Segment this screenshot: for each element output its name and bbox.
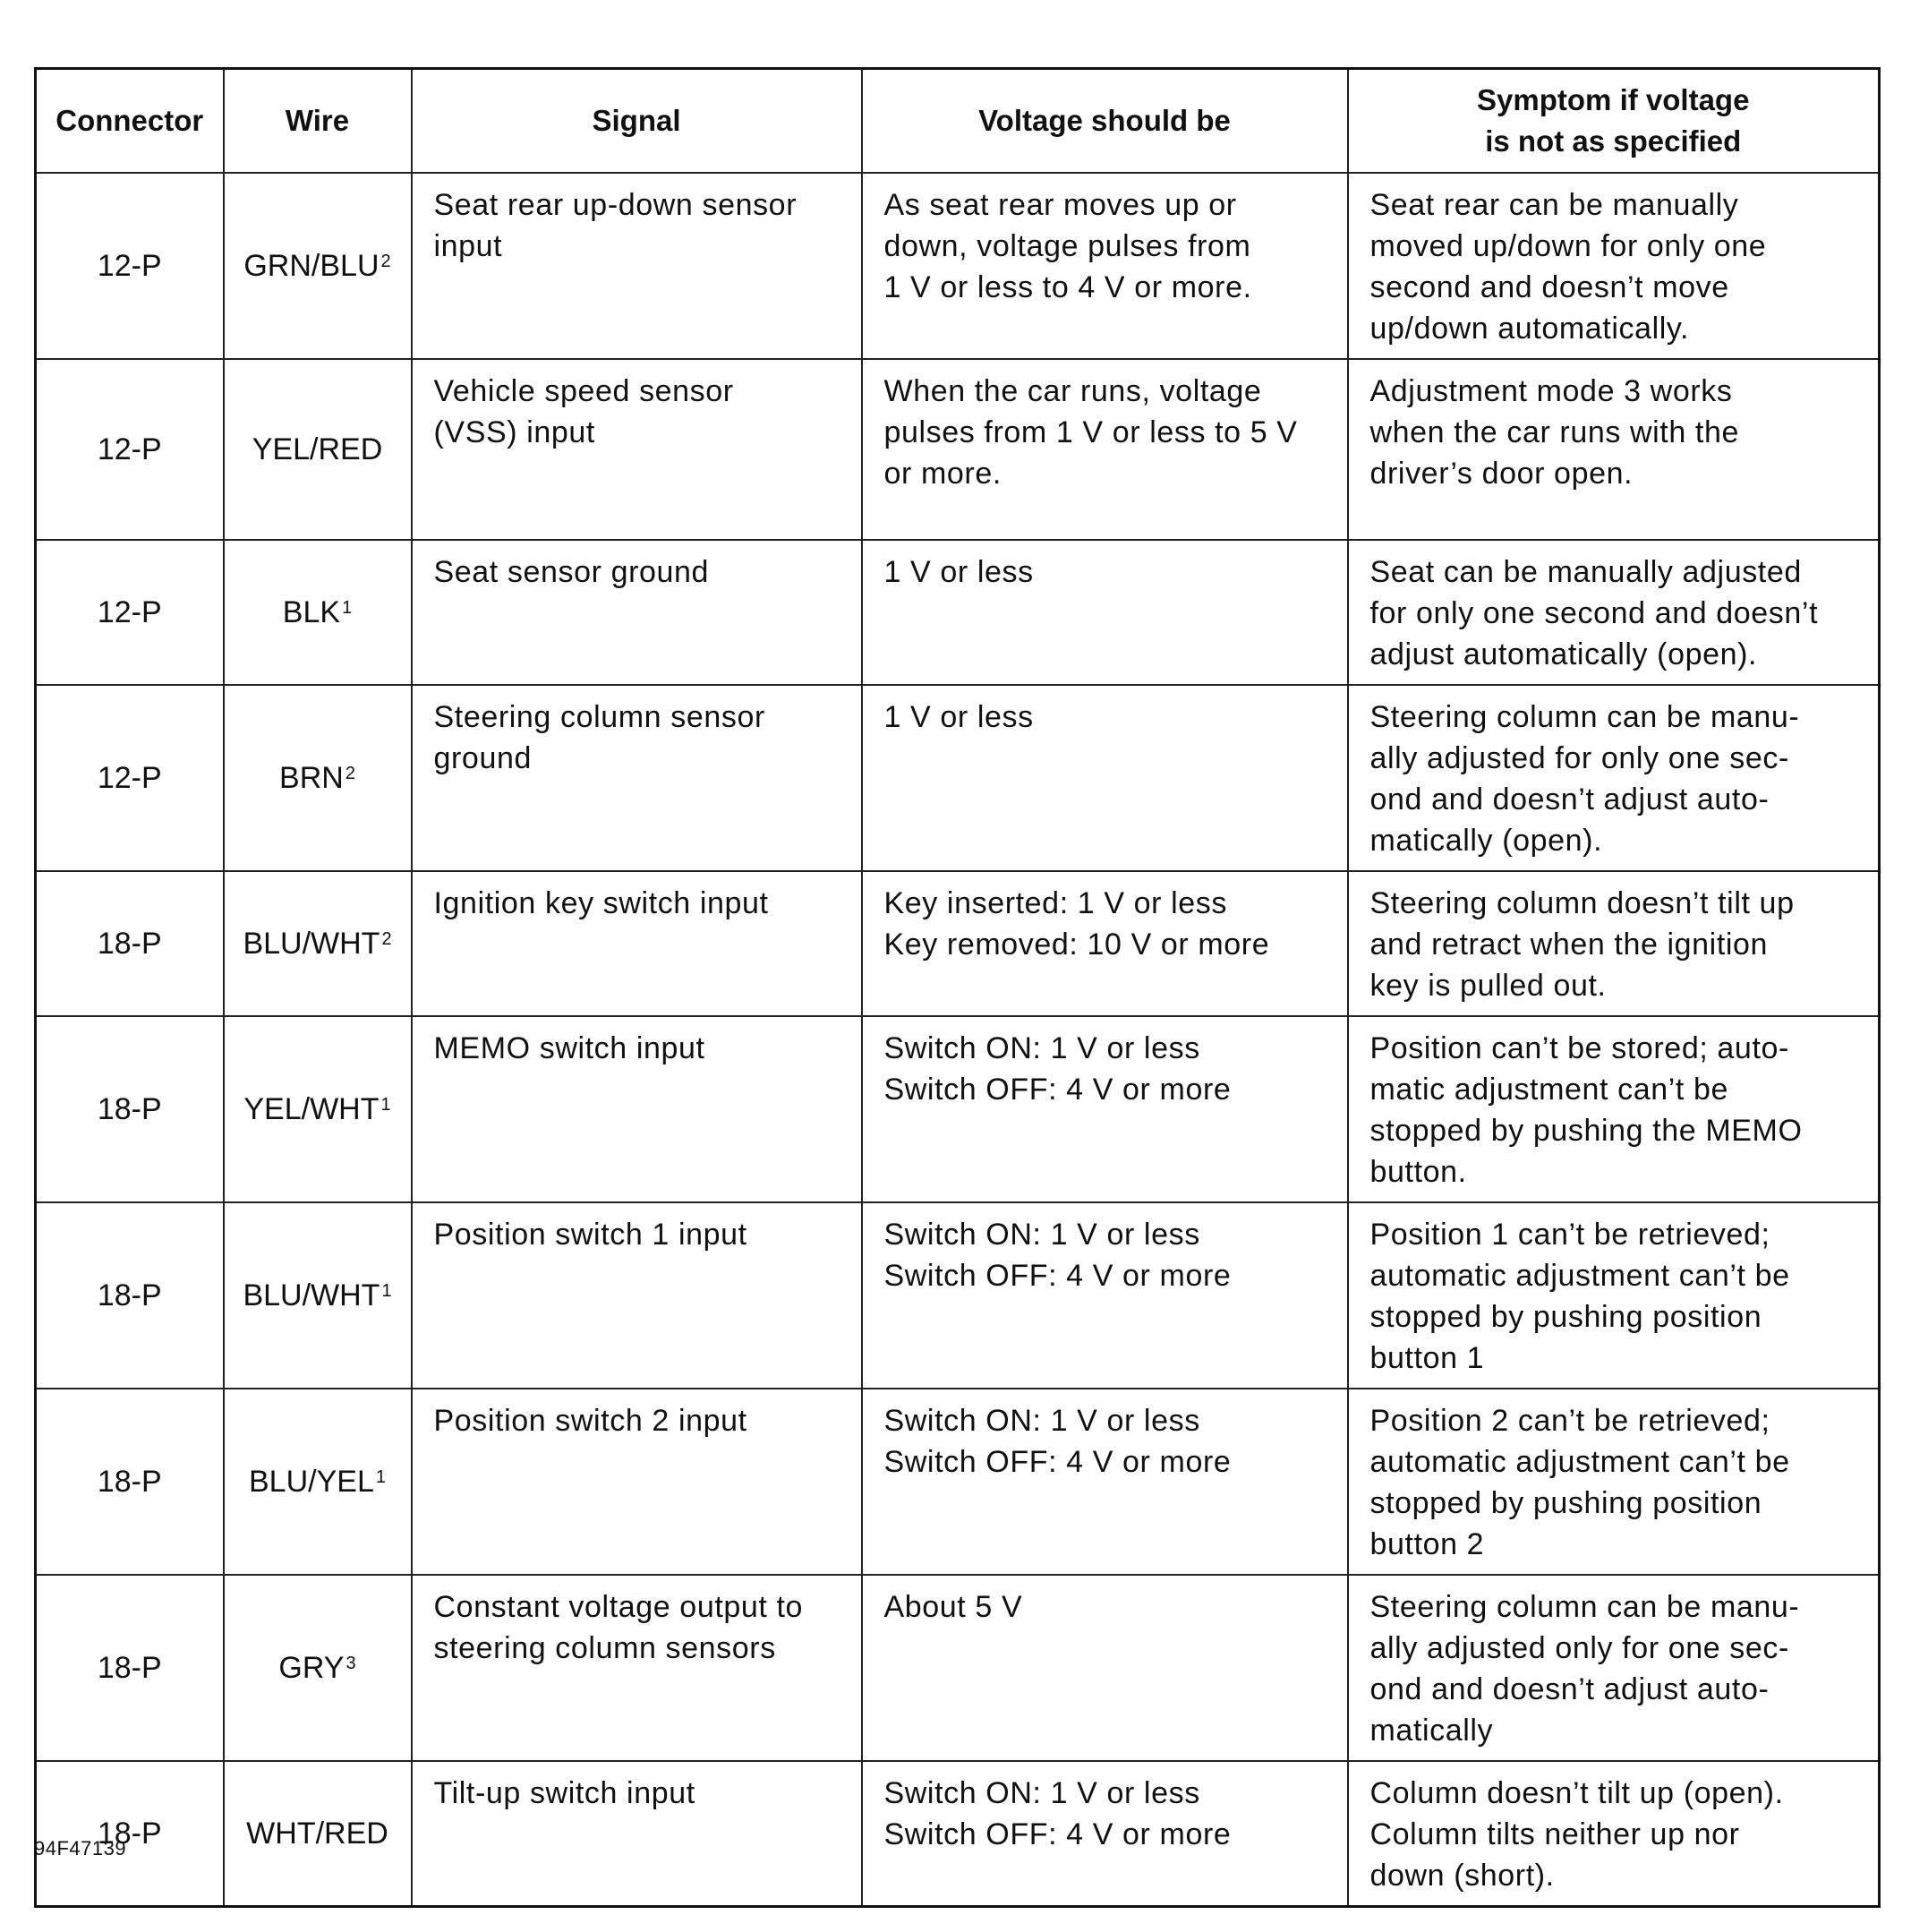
voltage-cell: When the car runs, voltage pulses from 1 V or less to 5 V or more. [862, 359, 1348, 540]
connector-cell: 18-P [36, 1202, 224, 1389]
table-row [36, 871, 1880, 1016]
wire-footnote-marker: 2 [380, 252, 391, 271]
wire-cell [224, 1016, 412, 1202]
table-row [36, 1761, 1880, 1907]
voltage-cell: About 5 V [862, 1575, 1348, 1761]
wire-color-label: GRN/BLU [243, 249, 380, 283]
voltage-cell: Switch ON: 1 V or less Switch OFF: 4 V or more [862, 1202, 1348, 1389]
symptom-cell: Steering column can be manu- ally adjusted only for one sec- ond and doesn’t adjust auto- matically [1348, 1575, 1880, 1761]
wire-color-label: BRN [279, 761, 344, 795]
wire-color-code [279, 761, 355, 795]
symptom-cell: Position 1 can’t be retrieved; automatic adjustment can’t be stopped by pushing position button 1 [1348, 1202, 1880, 1389]
wire-color-label: YEL/RED [252, 432, 383, 466]
table-row [36, 1202, 1880, 1389]
header-symptom: Symptom if voltage is not as specified [1348, 69, 1880, 174]
connector-cell: 12-P [36, 685, 224, 871]
wire-color-code [252, 432, 383, 466]
signal-cell: Position switch 2 input [412, 1389, 862, 1575]
symptom-cell: Adjustment mode 3 works when the car runs with the driver’s door open. [1348, 359, 1880, 540]
symptom-cell: Steering column doesn’t tilt up and retract when the ignition key is pulled out. [1348, 871, 1880, 1016]
connector-cell: 12-P [36, 173, 224, 359]
connector-cell: 18-P [36, 1575, 224, 1761]
wire-color-code [243, 927, 391, 961]
symptom-cell: Seat rear can be manually moved up/down for only one second and doesn’t move up/down automatically. [1348, 173, 1880, 359]
header-signal: Signal [412, 69, 862, 174]
symptom-cell: Column doesn’t tilt up (open). Column tilts neither up nor down (short). [1348, 1761, 1880, 1907]
wire-cell [224, 173, 412, 359]
wire-color-label: YEL/WHT [243, 1092, 380, 1126]
symptom-cell: Steering column can be manu- ally adjusted for only one sec- ond and doesn’t adjust auto- matically (open). [1348, 685, 1880, 871]
connector-cell: 18-P [36, 1389, 224, 1575]
wire-color-code [283, 595, 352, 629]
connector-cell: 12-P [36, 359, 224, 540]
wire-footnote-marker: 3 [346, 1654, 356, 1673]
wire-color-code [278, 1651, 355, 1685]
wire-cell [224, 1389, 412, 1575]
wire-footnote-marker: 1 [342, 598, 353, 618]
header-connector: Connector [36, 69, 224, 174]
voltage-cell: 1 V or less [862, 540, 1348, 685]
connector-cell: 18-P [36, 1761, 224, 1907]
wire-cell [224, 1202, 412, 1389]
voltage-diagnostic-table [34, 67, 1881, 1908]
connector-cell: 18-P [36, 871, 224, 1016]
table-row [36, 1575, 1880, 1761]
table-row [36, 173, 1880, 359]
wire-color-code [246, 1817, 388, 1851]
signal-cell: Steering column sensor ground [412, 685, 862, 871]
wire-color-label: GRY [278, 1651, 345, 1685]
wire-footnote-marker: 1 [375, 1467, 386, 1487]
signal-cell: Constant voltage output to steering column sensors [412, 1575, 862, 1761]
signal-cell: Vehicle speed sensor (VSS) input [412, 359, 862, 540]
wire-color-label: BLK [282, 595, 341, 629]
voltage-cell: As seat rear moves up or down, voltage pulses from 1 V or less to 4 V or more. [862, 173, 1348, 359]
wire-cell [224, 540, 412, 685]
connector-cell: 18-P [36, 1016, 224, 1202]
voltage-cell: 1 V or less [862, 685, 1348, 871]
voltage-cell: Switch ON: 1 V or less Switch OFF: 4 V or more [862, 1389, 1348, 1575]
wire-color-code [249, 1465, 386, 1499]
header-row [36, 69, 1880, 174]
signal-cell: Tilt-up switch input [412, 1761, 862, 1907]
header-wire: Wire [224, 69, 412, 174]
wire-color-code [243, 1092, 390, 1126]
table-body [36, 173, 1880, 1907]
table-row [36, 359, 1880, 540]
voltage-cell: Switch ON: 1 V or less Switch OFF: 4 V or more [862, 1761, 1348, 1907]
table-row [36, 1016, 1880, 1202]
header-voltage: Voltage should be [862, 69, 1348, 174]
wire-cell [224, 871, 412, 1016]
wire-color-label: BLU/YEL [249, 1465, 374, 1499]
voltage-cell: Switch ON: 1 V or less Switch OFF: 4 V or more [862, 1016, 1348, 1202]
wire-color-code [243, 1278, 391, 1312]
wire-color-code [243, 249, 390, 283]
wire-color-label: WHT/RED [246, 1817, 388, 1851]
wire-footnote-marker: 1 [381, 1281, 392, 1301]
figure-id: 94F47139 [34, 1837, 127, 1859]
symptom-cell: Position 2 can’t be retrieved; automatic adjustment can’t be stopped by pushing position button 2 [1348, 1389, 1880, 1575]
signal-cell: Ignition key switch input [412, 871, 862, 1016]
wire-cell [224, 359, 412, 540]
wire-footnote-marker: 1 [380, 1095, 391, 1115]
table-row [36, 685, 1880, 871]
table-row [36, 1389, 1880, 1575]
wire-cell [224, 685, 412, 871]
voltage-cell: Key inserted: 1 V or less Key removed: 10 V or more [862, 871, 1348, 1016]
wire-color-label: BLU/WHT [243, 1278, 380, 1312]
wire-cell [224, 1575, 412, 1761]
signal-cell: Position switch 1 input [412, 1202, 862, 1389]
wire-footnote-marker: 2 [381, 929, 392, 949]
wire-cell [224, 1761, 412, 1907]
signal-cell: MEMO switch input [412, 1016, 862, 1202]
wire-color-label: BLU/WHT [243, 927, 380, 961]
table-row [36, 540, 1880, 685]
diagnostic-table-container [34, 67, 1878, 1908]
connector-cell: 12-P [36, 540, 224, 685]
symptom-cell: Seat can be manually adjusted for only one second and doesn’t adjust automatically (open). [1348, 540, 1880, 685]
signal-cell: Seat rear up-down sensor input [412, 173, 862, 359]
symptom-cell: Position can’t be stored; auto- matic adjustment can’t be stopped by pushing the MEMO button. [1348, 1016, 1880, 1202]
signal-cell: Seat sensor ground [412, 540, 862, 685]
wire-footnote-marker: 2 [345, 764, 355, 783]
